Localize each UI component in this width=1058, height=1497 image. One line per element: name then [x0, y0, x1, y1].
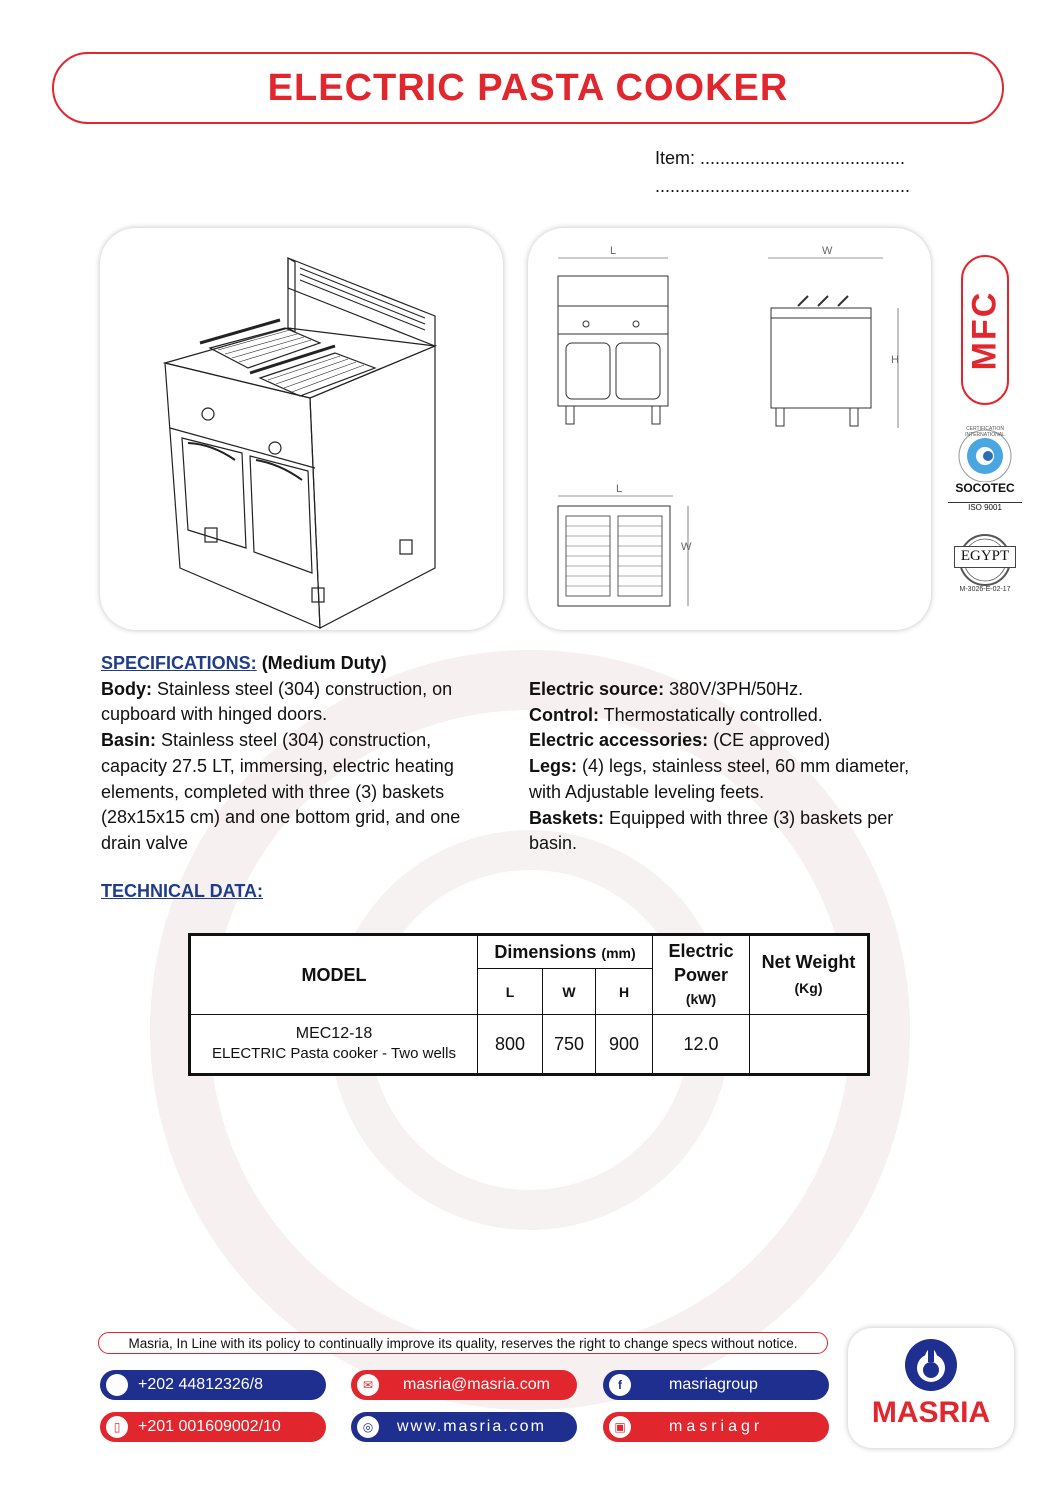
spec-basin [101, 728, 501, 857]
technical-data-table [188, 933, 870, 1076]
spec-body [101, 677, 501, 728]
masria-logo-text: MASRIA [871, 1396, 991, 1429]
product-image-panel [100, 228, 503, 630]
instagram-pill[interactable] [603, 1412, 829, 1442]
spec-legs-label: Legs: [529, 756, 578, 777]
web-pill[interactable] [351, 1412, 577, 1442]
egypt-code: M-3026-E-02-17 [959, 586, 1011, 593]
header-power-line2: Power [673, 965, 729, 985]
spec-control-label: Control: [529, 704, 599, 725]
cell-H: 900 [596, 1015, 653, 1075]
specs-left-column [101, 651, 501, 857]
phone1-text: +202 44812326/8 [138, 1376, 264, 1393]
header-model: MODEL [190, 935, 478, 1015]
phone2-text: +201 001609002/10 [138, 1418, 281, 1435]
header-weight-unit: (Kg) [794, 980, 823, 996]
spec-body-text: Stainless steel (304) construction, on cupboard with hinged doors. [101, 678, 453, 725]
email-pill[interactable] [351, 1370, 577, 1400]
socotec-ring-text: CERTIFICATION INTERNATIONAL [965, 426, 1005, 438]
item-field-line2: ................................................... [655, 176, 911, 196]
mobile-icon: ▯ [106, 1416, 128, 1438]
spec-electric-source-label: Electric source: [529, 679, 665, 699]
header-dimensions-label: Dimensions [494, 941, 597, 962]
egypt-label: EGYPT [954, 546, 1016, 568]
header-weight [750, 935, 869, 1015]
technical-drawings-panel [528, 228, 931, 630]
header-dimensions-unit: (mm) [601, 944, 636, 961]
header-power [653, 935, 750, 1015]
front-dim-L: L [610, 245, 617, 257]
duty-label: (Medium Duty) [261, 653, 387, 673]
spec-basin-label: Basin: [101, 730, 157, 751]
table-header-row [190, 935, 869, 969]
facebook-icon: f [609, 1374, 631, 1396]
side-dim-H: H [891, 354, 899, 366]
cell-power: 12.0 [653, 1015, 750, 1075]
email-text: masria@masria.com [403, 1376, 550, 1393]
egypt-badge [948, 530, 1022, 598]
phone2-pill[interactable] [100, 1412, 326, 1442]
spec-electric-accessories [529, 728, 939, 754]
cell-W: 750 [543, 1015, 596, 1075]
header-dimensions [478, 935, 653, 969]
socotec-badge [948, 422, 1022, 512]
header-L: L [478, 969, 543, 1015]
spec-basin-text: Stainless steel (304) construction, capacity 27.5 LT, immersing, electric heating elements, completed with three (3) baskets (28x15x15 cm) and one bottom grid, and one drain valve [101, 730, 461, 853]
side-dim-W: W [822, 245, 833, 257]
header-H: H [596, 969, 653, 1015]
spec-electric-source [529, 677, 939, 703]
technical-heading-wrap [101, 879, 263, 905]
spec-baskets [529, 806, 939, 857]
masria-logo-box [848, 1328, 1014, 1448]
phone1-pill[interactable] [100, 1370, 326, 1400]
title-bar [52, 52, 1004, 124]
specs-right-column [529, 677, 939, 857]
instagram-text: masriagr [669, 1418, 764, 1435]
specifications-heading: SPECIFICATIONS: [101, 653, 257, 673]
top-dim-L: L [616, 483, 623, 495]
spec-electric-source-text: 380V/3PH/50Hz. [664, 679, 804, 699]
mfc-badge [961, 255, 1009, 405]
header-power-line1: Electric [668, 941, 734, 961]
spec-body-label: Body: [101, 678, 152, 699]
technical-data-heading: TECHNICAL DATA: [101, 881, 263, 901]
footer-disclaimer: Masria, In Line with its policy to continually improve its quality, reserves the right to change specs without notice. [98, 1332, 828, 1354]
item-field: Item: ......................................... [655, 148, 906, 168]
table-row [190, 1015, 869, 1075]
iso-label: ISO 9001 [948, 502, 1022, 512]
top-dim-W: W [681, 541, 692, 553]
socotec-label: SOCOTEC [955, 481, 1015, 495]
product-isometric-drawing [100, 228, 503, 630]
instagram-icon: ▣ [609, 1416, 631, 1438]
spec-accessories-text: (CE approved) [708, 730, 831, 751]
web-text: www.masria.com [397, 1418, 546, 1435]
orthographic-drawings [528, 228, 931, 630]
specs-heading-line [101, 651, 501, 677]
page-title: ELECTRIC PASTA COOKER [267, 66, 789, 109]
spec-control-text: Thermostatically controlled. [598, 704, 823, 725]
facebook-pill[interactable] [603, 1370, 829, 1400]
spec-baskets-text: Equipped with three (3) baskets per basin. [529, 807, 894, 854]
mfc-label: MFC [965, 290, 1004, 370]
spec-baskets-label: Baskets: [529, 807, 605, 828]
phone-icon: ☎ [106, 1374, 128, 1396]
cell-L: 800 [478, 1015, 543, 1075]
model-code: MEC12-18 [295, 1025, 373, 1042]
cell-model [190, 1015, 478, 1075]
masria-logo-icon [848, 1328, 1014, 1448]
spec-legs [529, 754, 939, 805]
model-description: ELECTRIC Pasta cooker - Two wells [212, 1045, 456, 1062]
spec-legs-text: (4) legs, stainless steel, 60 mm diameter, with Adjustable leveling feets. [529, 756, 910, 802]
header-weight-label: Net Weight [761, 952, 856, 972]
email-icon: ✉ [357, 1374, 379, 1396]
spec-control [529, 703, 939, 729]
spec-accessories-label: Electric accessories: [529, 730, 709, 751]
facebook-text: masriagroup [669, 1376, 758, 1393]
globe-icon: ◎ [357, 1416, 379, 1438]
header-W: W [543, 969, 596, 1015]
cell-weight [750, 1015, 869, 1075]
header-power-unit: (kW) [685, 991, 717, 1007]
